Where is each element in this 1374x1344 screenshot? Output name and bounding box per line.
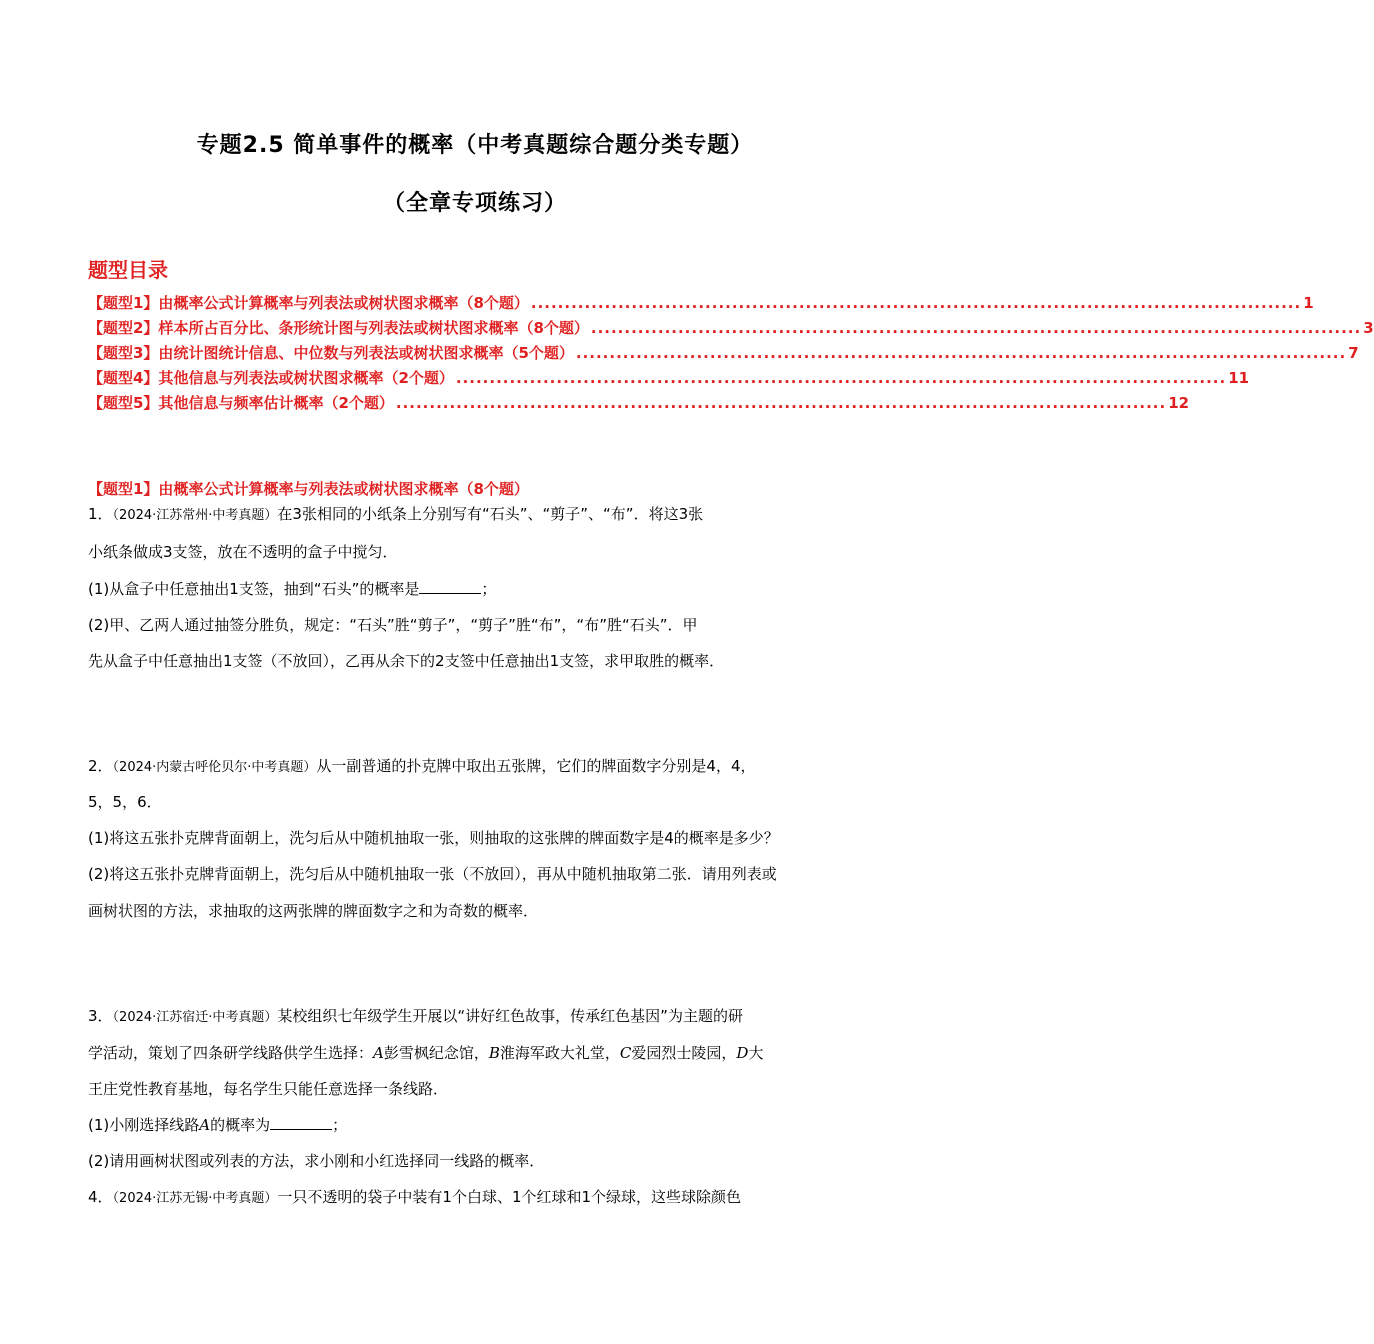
toc-item-page: 1 xyxy=(1303,294,1314,312)
question-4-line-1: 4．（2024·江苏无锡·中考真题）一只不透明的袋子中装有1个白球、1个红球和1个绿球，这些球除颜色 xyxy=(88,1188,742,1206)
question-2-line-2: 5，5，6． xyxy=(88,793,162,811)
document-title: 专题2.5 简单事件的概率（中考真题综合题分类专题） xyxy=(196,133,754,158)
toc-leader: ................................................................................................................... xyxy=(455,369,1227,387)
toc-item[interactable] xyxy=(88,317,1374,339)
toc-item-page: 11 xyxy=(1228,369,1250,387)
question-3-part-1: (1)小刚选择线路A的概率为 ； xyxy=(88,1116,348,1134)
answer-blank[interactable] xyxy=(270,1115,332,1130)
section-heading: 【题型1】由概率公式计算概率与列表法或树状图求概率（8个题） xyxy=(88,480,529,498)
toc-item[interactable] xyxy=(88,342,1359,364)
question-1-line-1: 1．（2024·江苏常州·中考真题）在3张相同的小纸条上分别写有“石头”、“剪子”、“布”．将这3张 xyxy=(88,505,704,523)
toc-heading: 题型目录 xyxy=(88,258,168,282)
toc-leader: ................................................................................................................... xyxy=(590,319,1362,337)
toc-item-label: 【题型1】由概率公式计算概率与列表法或树状图求概率（8个题） xyxy=(88,294,529,312)
answer-blank[interactable] xyxy=(419,579,481,594)
question-1-part-2-line-1: (2)甲、乙两人通过抽签分胜负，规定：“石头”胜“剪子”，“剪子”胜“布”，“布”胜“石头”．甲 xyxy=(88,616,698,634)
toc-leader: ................................................................................................................... xyxy=(530,294,1302,312)
toc-item[interactable] xyxy=(88,392,1190,414)
question-1-line-2: 小纸条做成3支签，放在不透明的盒子中搅匀． xyxy=(88,543,398,561)
question-2-part-2-line-1: (2)将这五张扑克牌背面朝上，洗匀后从中随机抽取一张（不放回），再从中随机抽取第二张．请用列表或 xyxy=(88,865,777,883)
toc-item-page: 12 xyxy=(1168,394,1190,412)
question-2-part-1: (1)将这五张扑克牌背面朝上，洗匀后从中随机抽取一张，则抽取的这张牌的牌面数字是4的概率是多少？ xyxy=(88,829,779,847)
toc-item-page: 7 xyxy=(1348,344,1359,362)
question-3-line-1: 3．（2024·江苏宿迁·中考真题）某校组织七年级学生开展以“讲好红色故事，传承红色基因”为主题的研 xyxy=(88,1007,743,1025)
toc-leader: ................................................................................................................... xyxy=(575,344,1347,362)
question-1-part-1: (1)从盒子中任意抽出1支签，抽到“石头”的概率是 ； xyxy=(88,580,497,598)
question-3-line-3: 王庄党性教育基地，每名学生只能任意选择一条线路． xyxy=(88,1080,449,1098)
toc-item-label: 【题型2】样本所占百分比、条形统计图与列表法或树状图求概率（8个题） xyxy=(88,319,589,337)
question-3-line-2: 学活动，策划了四条研学线路供学生选择：A彭雪枫纪念馆，B淮海军政大礼堂，C爱园烈士陵园，D大 xyxy=(88,1044,764,1062)
toc-item-label: 【题型5】其他信息与频率估计概率（2个题） xyxy=(88,394,394,412)
question-1-part-2-line-2: 先从盒子中任意抽出1支签（不放回），乙再从余下的2支签中任意抽出1支签，求甲取胜的概率． xyxy=(88,652,725,670)
document-subtitle: （全章专项练习） xyxy=(382,191,567,216)
toc-item-label: 【题型3】由统计图统计信息、中位数与列表法或树状图求概率（5个题） xyxy=(88,344,574,362)
toc-item-label: 【题型4】其他信息与列表法或树状图求概率（2个题） xyxy=(88,369,454,387)
question-2-line-1: 2．（2024·内蒙古呼伦贝尔·中考真题）从一副普通的扑克牌中取出五张牌，它们的牌面数字分别是4，4， xyxy=(88,757,756,775)
toc-leader: ................................................................................................................... xyxy=(395,394,1167,412)
toc-item[interactable] xyxy=(88,367,1250,389)
toc-item-page: 3 xyxy=(1363,319,1374,337)
question-3-part-2: (2)请用画树状图或列表的方法，求小刚和小红选择同一线路的概率． xyxy=(88,1152,545,1170)
question-2-part-2-line-2: 画树状图的方法，求抽取的这两张牌的牌面数字之和为奇数的概率． xyxy=(88,902,539,920)
toc-item[interactable] xyxy=(88,292,1314,314)
